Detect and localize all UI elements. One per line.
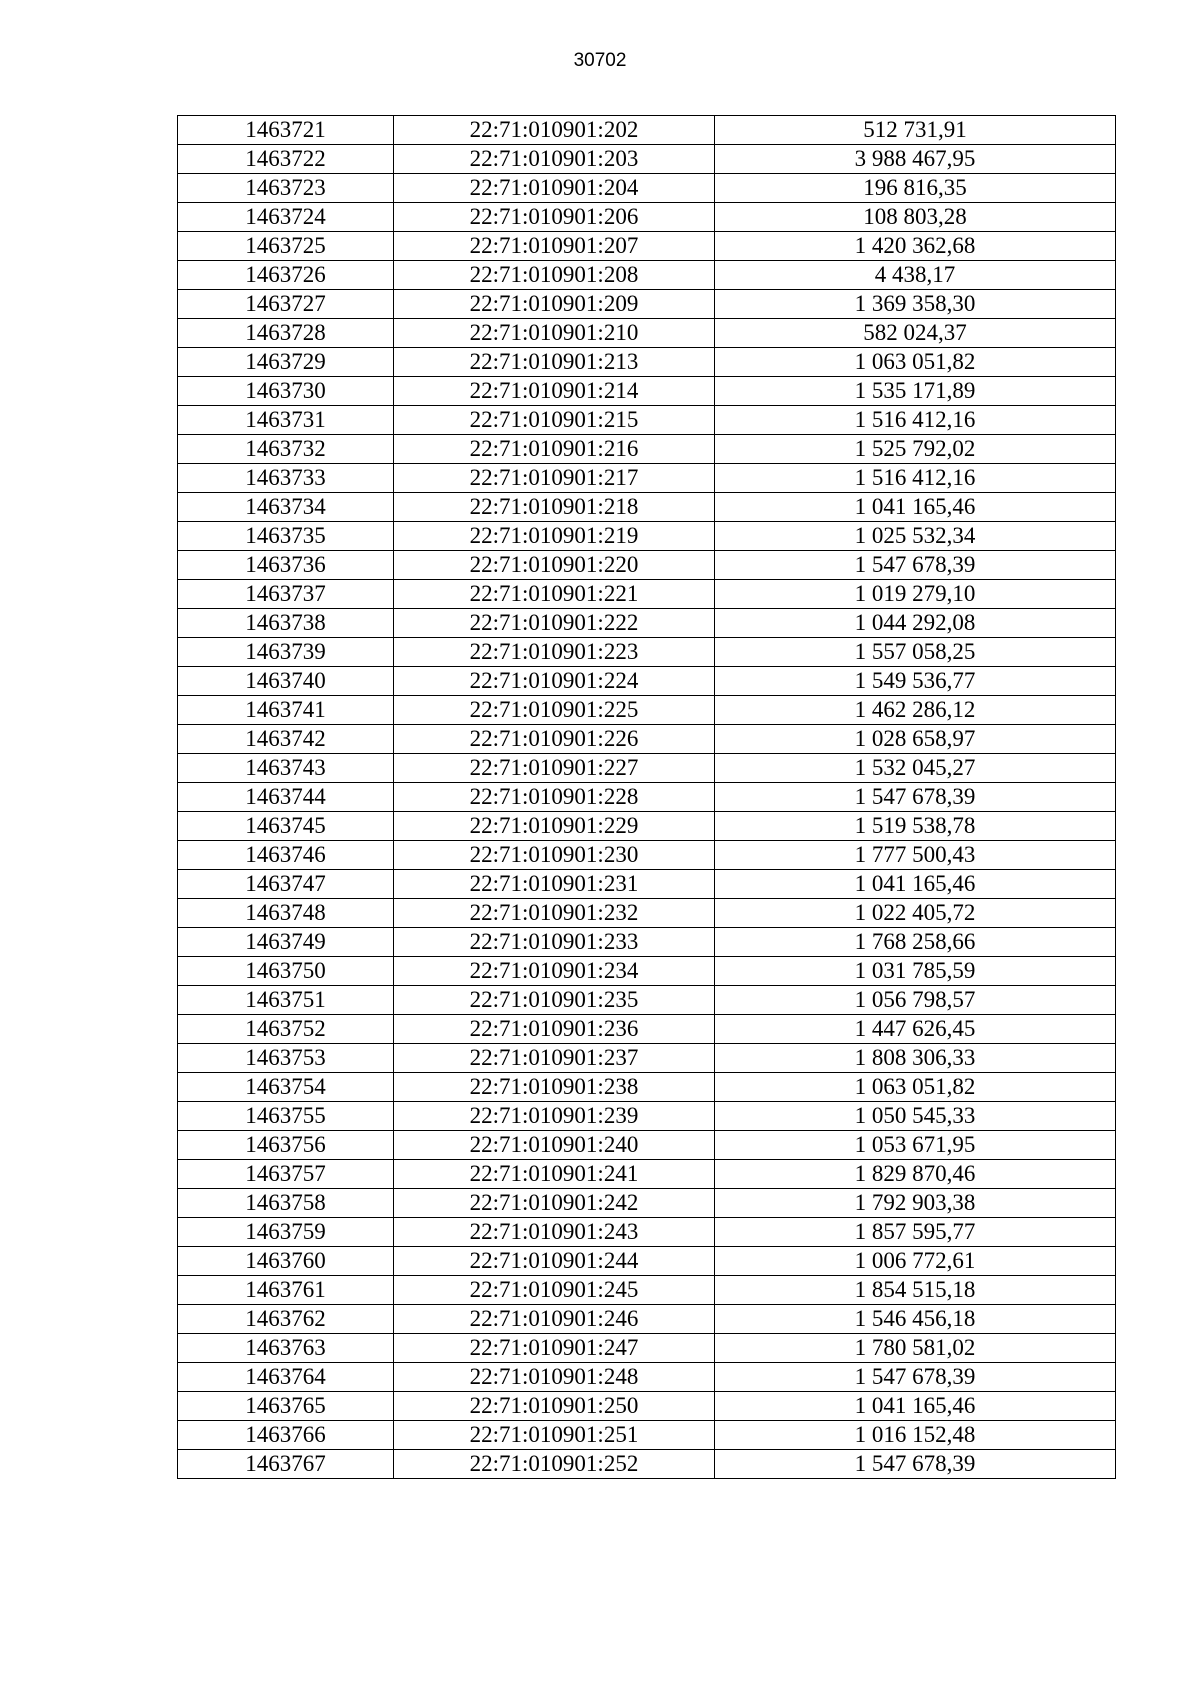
table-row <box>178 986 1116 1015</box>
cadastral-value-cell: 1 768 258,66 <box>715 928 1116 957</box>
cadastral-number-cell: 22:71:010901:224 <box>394 667 715 696</box>
cadastral-number-cell: 22:71:010901:209 <box>394 290 715 319</box>
record-number-cell: 1463744 <box>178 783 394 812</box>
cadastral-value-cell: 1 019 279,10 <box>715 580 1116 609</box>
table-row <box>178 1102 1116 1131</box>
record-number-cell: 1463755 <box>178 1102 394 1131</box>
table-row <box>178 1131 1116 1160</box>
cadastral-value-cell: 1 792 903,38 <box>715 1189 1116 1218</box>
table-row <box>178 493 1116 522</box>
cadastral-number-cell: 22:71:010901:228 <box>394 783 715 812</box>
cadastral-value-cell: 1 041 165,46 <box>715 1392 1116 1421</box>
cadastral-number-cell: 22:71:010901:216 <box>394 435 715 464</box>
record-number-cell: 1463759 <box>178 1218 394 1247</box>
table-row <box>178 870 1116 899</box>
cadastral-value-cell: 1 535 171,89 <box>715 377 1116 406</box>
cadastral-value-cell: 1 447 626,45 <box>715 1015 1116 1044</box>
cadastral-value-cell: 1 025 532,34 <box>715 522 1116 551</box>
cadastral-number-cell: 22:71:010901:235 <box>394 986 715 1015</box>
record-number-cell: 1463734 <box>178 493 394 522</box>
record-number-cell: 1463754 <box>178 1073 394 1102</box>
table-row <box>178 435 1116 464</box>
cadastral-value-cell: 1 777 500,43 <box>715 841 1116 870</box>
cadastral-value-cell: 1 053 671,95 <box>715 1131 1116 1160</box>
record-number-cell: 1463765 <box>178 1392 394 1421</box>
record-number-cell: 1463739 <box>178 638 394 667</box>
record-number-cell: 1463756 <box>178 1131 394 1160</box>
cadastral-number-cell: 22:71:010901:231 <box>394 870 715 899</box>
record-number-cell: 1463721 <box>178 116 394 145</box>
record-number-cell: 1463745 <box>178 812 394 841</box>
record-number-cell: 1463726 <box>178 261 394 290</box>
record-number-cell: 1463742 <box>178 725 394 754</box>
table-body <box>178 116 1116 1479</box>
table-row <box>178 812 1116 841</box>
cadastral-number-cell: 22:71:010901:219 <box>394 522 715 551</box>
cadastral-number-cell: 22:71:010901:245 <box>394 1276 715 1305</box>
cadastral-number-cell: 22:71:010901:204 <box>394 174 715 203</box>
cadastral-value-cell: 1 016 152,48 <box>715 1421 1116 1450</box>
table-row <box>178 232 1116 261</box>
table-row <box>178 696 1116 725</box>
cadastral-number-cell: 22:71:010901:221 <box>394 580 715 609</box>
record-number-cell: 1463761 <box>178 1276 394 1305</box>
cadastral-number-cell: 22:71:010901:239 <box>394 1102 715 1131</box>
cadastral-number-cell: 22:71:010901:250 <box>394 1392 715 1421</box>
cadastral-number-cell: 22:71:010901:247 <box>394 1334 715 1363</box>
record-number-cell: 1463763 <box>178 1334 394 1363</box>
cadastral-number-cell: 22:71:010901:207 <box>394 232 715 261</box>
cadastral-number-cell: 22:71:010901:210 <box>394 319 715 348</box>
table-row <box>178 1305 1116 1334</box>
cadastral-value-cell: 1 549 536,77 <box>715 667 1116 696</box>
cadastral-value-cell: 196 816,35 <box>715 174 1116 203</box>
record-number-cell: 1463760 <box>178 1247 394 1276</box>
table-row <box>178 348 1116 377</box>
record-number-cell: 1463751 <box>178 986 394 1015</box>
table-row <box>178 174 1116 203</box>
cadastral-value-cell: 1 022 405,72 <box>715 899 1116 928</box>
cadastral-value-cell: 1 050 545,33 <box>715 1102 1116 1131</box>
record-number-cell: 1463767 <box>178 1450 394 1479</box>
cadastral-number-cell: 22:71:010901:251 <box>394 1421 715 1450</box>
record-number-cell: 1463730 <box>178 377 394 406</box>
cadastral-value-cell: 1 462 286,12 <box>715 696 1116 725</box>
table-row <box>178 609 1116 638</box>
record-number-cell: 1463736 <box>178 551 394 580</box>
cadastral-value-cell: 1 547 678,39 <box>715 1363 1116 1392</box>
record-number-cell: 1463722 <box>178 145 394 174</box>
cadastral-number-cell: 22:71:010901:206 <box>394 203 715 232</box>
table-row <box>178 1421 1116 1450</box>
table-row <box>178 725 1116 754</box>
cadastral-number-cell: 22:71:010901:229 <box>394 812 715 841</box>
record-number-cell: 1463735 <box>178 522 394 551</box>
record-number-cell: 1463743 <box>178 754 394 783</box>
table-row <box>178 1218 1116 1247</box>
record-number-cell: 1463758 <box>178 1189 394 1218</box>
table-row <box>178 638 1116 667</box>
cadastral-value-cell: 1 056 798,57 <box>715 986 1116 1015</box>
table-row <box>178 754 1116 783</box>
cadastral-number-cell: 22:71:010901:227 <box>394 754 715 783</box>
cadastral-number-cell: 22:71:010901:222 <box>394 609 715 638</box>
cadastral-value-cell: 1 031 785,59 <box>715 957 1116 986</box>
cadastral-number-cell: 22:71:010901:203 <box>394 145 715 174</box>
table-row <box>178 290 1116 319</box>
cadastral-number-cell: 22:71:010901:213 <box>394 348 715 377</box>
record-number-cell: 1463766 <box>178 1421 394 1450</box>
record-number-cell: 1463764 <box>178 1363 394 1392</box>
cadastral-number-cell: 22:71:010901:223 <box>394 638 715 667</box>
record-number-cell: 1463747 <box>178 870 394 899</box>
cadastral-value-cell: 512 731,91 <box>715 116 1116 145</box>
cadastral-number-cell: 22:71:010901:202 <box>394 116 715 145</box>
table-row <box>178 667 1116 696</box>
cadastral-value-cell: 1 028 658,97 <box>715 725 1116 754</box>
cadastral-value-cell: 3 988 467,95 <box>715 145 1116 174</box>
cadastral-number-cell: 22:71:010901:232 <box>394 899 715 928</box>
cadastral-value-cell: 1 516 412,16 <box>715 406 1116 435</box>
cadastral-value-table <box>177 115 1116 1479</box>
table-row <box>178 116 1116 145</box>
record-number-cell: 1463732 <box>178 435 394 464</box>
cadastral-value-cell: 1 857 595,77 <box>715 1218 1116 1247</box>
cadastral-number-cell: 22:71:010901:237 <box>394 1044 715 1073</box>
record-number-cell: 1463757 <box>178 1160 394 1189</box>
record-number-cell: 1463752 <box>178 1015 394 1044</box>
record-number-cell: 1463750 <box>178 957 394 986</box>
cadastral-number-cell: 22:71:010901:243 <box>394 1218 715 1247</box>
cadastral-number-cell: 22:71:010901:217 <box>394 464 715 493</box>
cadastral-value-cell: 1 829 870,46 <box>715 1160 1116 1189</box>
cadastral-number-cell: 22:71:010901:220 <box>394 551 715 580</box>
cadastral-value-cell: 1 044 292,08 <box>715 609 1116 638</box>
table-row <box>178 1044 1116 1073</box>
cadastral-number-cell: 22:71:010901:244 <box>394 1247 715 1276</box>
cadastral-value-cell: 1 516 412,16 <box>715 464 1116 493</box>
cadastral-value-cell: 1 041 165,46 <box>715 493 1116 522</box>
table-row <box>178 841 1116 870</box>
cadastral-value-cell: 1 557 058,25 <box>715 638 1116 667</box>
cadastral-number-cell: 22:71:010901:226 <box>394 725 715 754</box>
record-number-cell: 1463749 <box>178 928 394 957</box>
cadastral-value-cell: 1 041 165,46 <box>715 870 1116 899</box>
cadastral-value-cell: 582 024,37 <box>715 319 1116 348</box>
cadastral-number-cell: 22:71:010901:234 <box>394 957 715 986</box>
cadastral-number-cell: 22:71:010901:208 <box>394 261 715 290</box>
cadastral-value-cell: 1 420 362,68 <box>715 232 1116 261</box>
table-row <box>178 522 1116 551</box>
cadastral-value-cell: 1 780 581,02 <box>715 1334 1116 1363</box>
cadastral-value-cell: 1 369 358,30 <box>715 290 1116 319</box>
record-number-cell: 1463731 <box>178 406 394 435</box>
table-row <box>178 899 1116 928</box>
cadastral-number-cell: 22:71:010901:246 <box>394 1305 715 1334</box>
table-row <box>178 1334 1116 1363</box>
table-row <box>178 319 1116 348</box>
table-row <box>178 928 1116 957</box>
table-row <box>178 261 1116 290</box>
cadastral-number-cell: 22:71:010901:240 <box>394 1131 715 1160</box>
cadastral-value-cell: 4 438,17 <box>715 261 1116 290</box>
table-row <box>178 1363 1116 1392</box>
table-row <box>178 783 1116 812</box>
table-row <box>178 1450 1116 1479</box>
cadastral-value-cell: 1 063 051,82 <box>715 1073 1116 1102</box>
cadastral-value-cell: 1 854 515,18 <box>715 1276 1116 1305</box>
cadastral-value-cell: 1 525 792,02 <box>715 435 1116 464</box>
record-number-cell: 1463725 <box>178 232 394 261</box>
record-number-cell: 1463733 <box>178 464 394 493</box>
table-row <box>178 203 1116 232</box>
cadastral-number-cell: 22:71:010901:248 <box>394 1363 715 1392</box>
cadastral-number-cell: 22:71:010901:214 <box>394 377 715 406</box>
cadastral-number-cell: 22:71:010901:252 <box>394 1450 715 1479</box>
table-row <box>178 957 1116 986</box>
cadastral-number-cell: 22:71:010901:233 <box>394 928 715 957</box>
cadastral-value-cell: 1 546 456,18 <box>715 1305 1116 1334</box>
record-number-cell: 1463748 <box>178 899 394 928</box>
cadastral-number-cell: 22:71:010901:242 <box>394 1189 715 1218</box>
cadastral-value-cell: 1 532 045,27 <box>715 754 1116 783</box>
cadastral-number-cell: 22:71:010901:236 <box>394 1015 715 1044</box>
record-number-cell: 1463738 <box>178 609 394 638</box>
cadastral-value-cell: 1 808 306,33 <box>715 1044 1116 1073</box>
table-row <box>178 377 1116 406</box>
record-number-cell: 1463727 <box>178 290 394 319</box>
record-number-cell: 1463746 <box>178 841 394 870</box>
cadastral-value-cell: 1 519 538,78 <box>715 812 1116 841</box>
cadastral-value-cell: 1 006 772,61 <box>715 1247 1116 1276</box>
table-row <box>178 1189 1116 1218</box>
table-row <box>178 1015 1116 1044</box>
cadastral-number-cell: 22:71:010901:225 <box>394 696 715 725</box>
table-row <box>178 1160 1116 1189</box>
cadastral-value-cell: 1 547 678,39 <box>715 1450 1116 1479</box>
cadastral-number-cell: 22:71:010901:230 <box>394 841 715 870</box>
table-row <box>178 145 1116 174</box>
record-number-cell: 1463737 <box>178 580 394 609</box>
table-row <box>178 1247 1116 1276</box>
cadastral-value-cell: 1 547 678,39 <box>715 551 1116 580</box>
cadastral-number-cell: 22:71:010901:218 <box>394 493 715 522</box>
record-number-cell: 1463724 <box>178 203 394 232</box>
cadastral-value-cell: 1 547 678,39 <box>715 783 1116 812</box>
cadastral-value-cell: 1 063 051,82 <box>715 348 1116 377</box>
table-row <box>178 580 1116 609</box>
record-number-cell: 1463729 <box>178 348 394 377</box>
record-number-cell: 1463753 <box>178 1044 394 1073</box>
record-number-cell: 1463762 <box>178 1305 394 1334</box>
table-row <box>178 406 1116 435</box>
record-number-cell: 1463723 <box>178 174 394 203</box>
table-row <box>178 1392 1116 1421</box>
page-number: 30702 <box>573 50 627 71</box>
table-row <box>178 551 1116 580</box>
table-row <box>178 1073 1116 1102</box>
cadastral-number-cell: 22:71:010901:241 <box>394 1160 715 1189</box>
cadastral-value-cell: 108 803,28 <box>715 203 1116 232</box>
table-row <box>178 1276 1116 1305</box>
cadastral-number-cell: 22:71:010901:215 <box>394 406 715 435</box>
record-number-cell: 1463728 <box>178 319 394 348</box>
record-number-cell: 1463740 <box>178 667 394 696</box>
record-number-cell: 1463741 <box>178 696 394 725</box>
cadastral-number-cell: 22:71:010901:238 <box>394 1073 715 1102</box>
table-row <box>178 464 1116 493</box>
